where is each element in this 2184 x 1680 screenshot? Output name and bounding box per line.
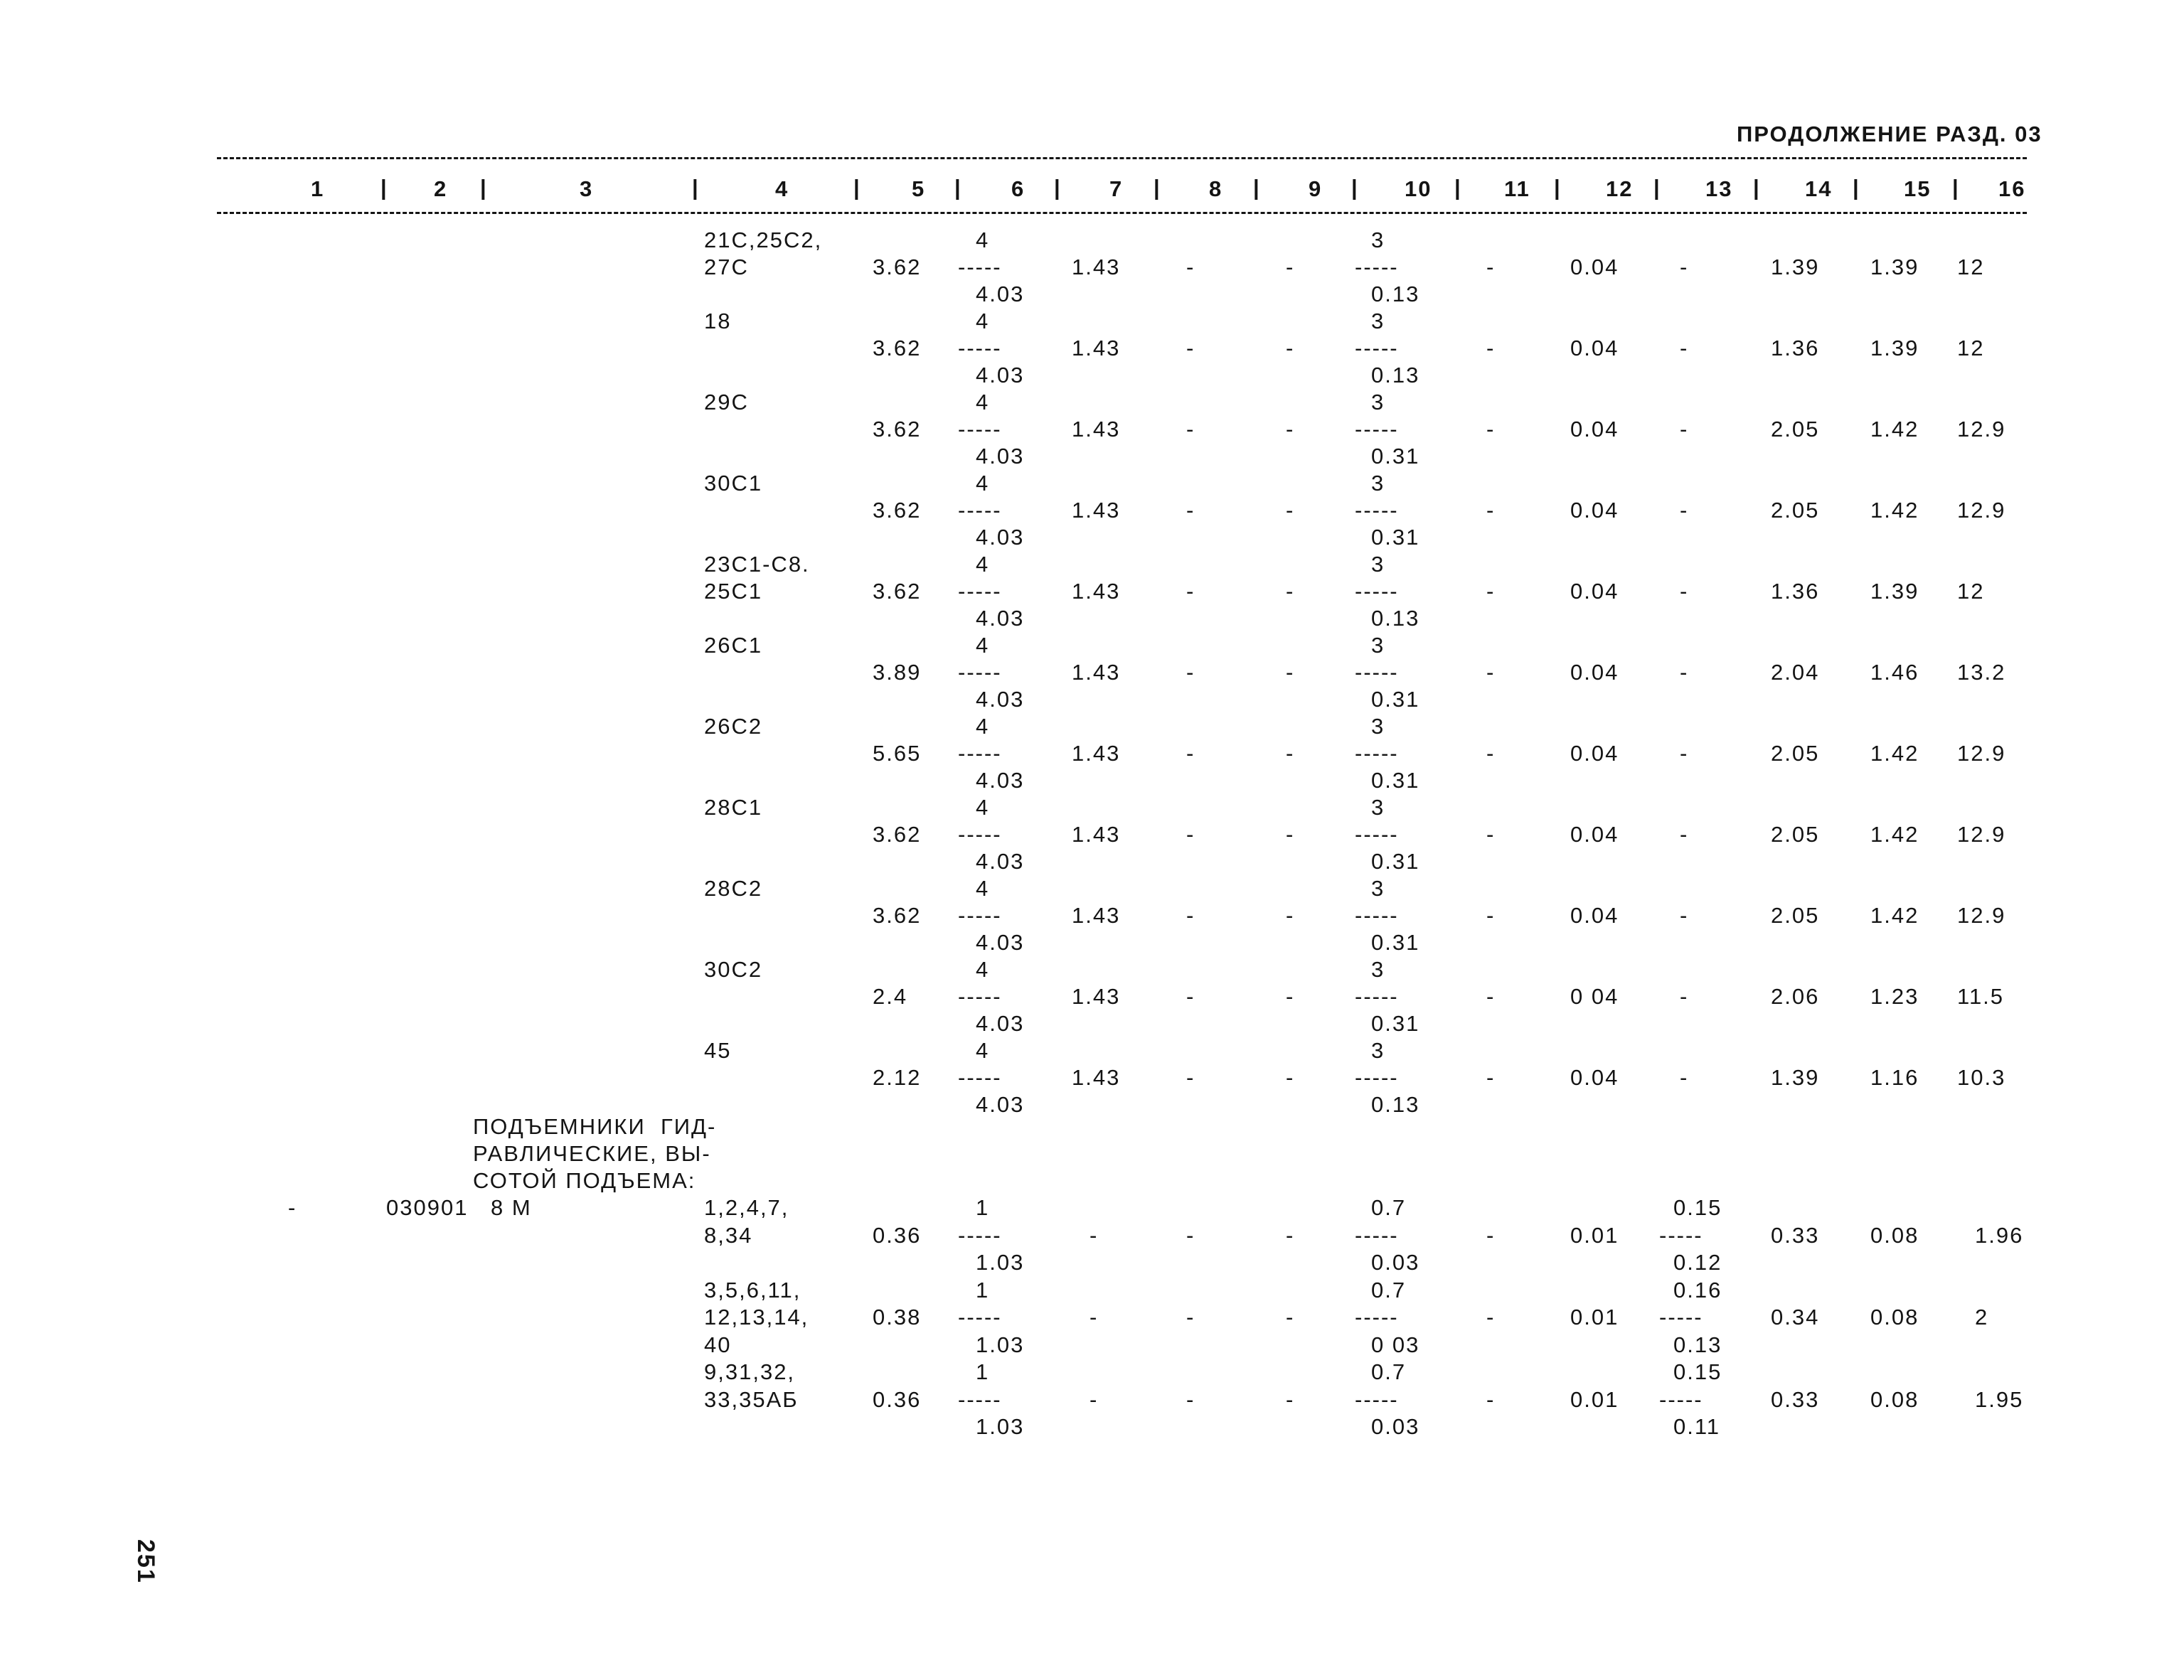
header-col-15: 15 (1904, 176, 1932, 201)
cell-c6-numerator: 4 (976, 471, 990, 496)
cell-c14: 1.39 (1771, 255, 1820, 279)
header-col-3: 3 (580, 176, 594, 201)
row-designation: 1,2,4,7, (704, 1195, 789, 1220)
cell-c6-denominator: 4.03 (976, 444, 1025, 469)
cell-c10-denominator: 0.31 (1371, 687, 1420, 712)
cell-c7: 1.43 (1072, 984, 1121, 1009)
fraction-bar: ----- (1355, 579, 1399, 604)
cell-c15: 1.39 (1870, 255, 1919, 279)
cell-c12: 0.01 (1570, 1386, 1619, 1412)
cell-c7: - (1090, 1222, 1099, 1248)
header-separator: | (1653, 175, 1661, 200)
cell-c10-denominator: 0.31 (1371, 525, 1420, 550)
cell-c8: - (1186, 1065, 1195, 1090)
cell-c6-denominator: 1.03 (976, 1250, 1025, 1275)
cell-c10-numerator: 3 (1371, 876, 1385, 901)
cell-c7: 1.43 (1072, 660, 1121, 685)
fraction-bar: ----- (958, 741, 1002, 766)
cell-c15: 1.46 (1870, 660, 1919, 685)
fraction-bar: ----- (1355, 1065, 1399, 1090)
header-separator: | (1554, 175, 1562, 200)
cell-c10-denominator: 0.31 (1371, 1011, 1420, 1036)
cell-c10-numerator: 0.7 (1371, 1195, 1407, 1220)
cell-c5: 3.89 (873, 660, 922, 685)
header-top-rule (217, 157, 2027, 159)
fraction-bar: ----- (958, 1065, 1002, 1090)
cell-c14: 0.33 (1771, 1222, 1820, 1248)
cell-c9: - (1286, 741, 1295, 766)
cell-c9: - (1286, 1222, 1295, 1248)
cell-c13: - (1680, 417, 1689, 442)
cell-c15: 1.42 (1870, 822, 1919, 847)
header-separator: | (853, 175, 861, 200)
cell-c8: - (1186, 660, 1195, 685)
cell-c6-denominator: 4.03 (976, 525, 1025, 550)
cell-c12: 0.01 (1570, 1222, 1619, 1248)
cell-c10-denominator: 0.03 (1371, 1414, 1420, 1439)
cell-c14: 2.05 (1771, 903, 1820, 928)
cell-c15: 1.23 (1870, 984, 1919, 1009)
row-designation: 9,31,32, (704, 1359, 796, 1384)
fraction-bar: ----- (958, 1305, 1002, 1329)
cell-c10-numerator: 3 (1371, 390, 1385, 414)
cell-c15: 1.42 (1870, 417, 1919, 442)
header-col-8: 8 (1209, 176, 1223, 201)
cell-c6-numerator: 4 (976, 714, 990, 739)
section-title: ПРОДОЛЖЕНИЕ РАЗД. 03 (1737, 122, 2042, 146)
cell-c7: 1.43 (1072, 417, 1121, 442)
cell-c11: - (1486, 984, 1496, 1009)
cell-c10-numerator: 3 (1371, 309, 1385, 333)
cell-c16: 13.2 (1957, 660, 2006, 685)
cell-c6-denominator: 4.03 (976, 687, 1025, 712)
cell-c15: 1.16 (1870, 1065, 1919, 1090)
cell-c15: 0.08 (1870, 1305, 1919, 1329)
cell-c7: 1.43 (1072, 822, 1121, 847)
cell-c8: - (1186, 1222, 1195, 1248)
cell-c6-denominator: 4.03 (976, 768, 1025, 793)
cell-c5: 3.62 (873, 417, 922, 442)
header-separator: | (1054, 175, 1062, 200)
cell-c15: 1.42 (1870, 741, 1919, 766)
cell-c8: - (1186, 1305, 1195, 1329)
header-col-14: 14 (1805, 176, 1833, 201)
cell-c6-numerator: 1 (976, 1359, 990, 1384)
cell-c11: - (1486, 1386, 1496, 1412)
header-col-7: 7 (1109, 176, 1124, 201)
header-col-12: 12 (1606, 176, 1634, 201)
cell-c16: 12 (1957, 336, 1985, 360)
header-bottom-rule (217, 212, 2027, 214)
group-title-line: ПОДЪЕМНИКИ ГИД- (473, 1114, 717, 1139)
row-designation: 18 (704, 309, 732, 333)
fraction-bar: ----- (1355, 336, 1399, 360)
header-separator: | (480, 175, 488, 200)
cell-c14: 0.34 (1771, 1305, 1820, 1329)
cell-c12: 0.04 (1570, 498, 1619, 523)
group-title-line: РАВЛИЧЕСКИЕ, ВЫ- (473, 1141, 711, 1166)
cell-c8: - (1186, 417, 1195, 442)
cell-c13: - (1680, 660, 1689, 685)
fraction-bar: ----- (1659, 1222, 1703, 1248)
cell-c15: 0.08 (1870, 1222, 1919, 1248)
cell-c6-denominator: 4.03 (976, 363, 1025, 387)
fraction-bar: ----- (958, 903, 1002, 928)
cell-c13: - (1680, 1065, 1689, 1090)
fraction-bar: ----- (1355, 1386, 1399, 1412)
cell-c14: 1.36 (1771, 579, 1820, 604)
fraction-bar: ----- (958, 660, 1002, 685)
fraction-bar: ----- (958, 1386, 1002, 1412)
cell-c5: 2.12 (873, 1065, 922, 1090)
row-designation: 33,35АБ (704, 1386, 799, 1412)
cell-c14: 1.36 (1771, 336, 1820, 360)
cell-c13-numerator: 0.15 (1673, 1359, 1722, 1384)
cell-c16: 12.9 (1957, 822, 2006, 847)
cell-c16: 12.9 (1957, 417, 2006, 442)
cell-c7: - (1090, 1386, 1099, 1412)
cell-c9: - (1286, 660, 1295, 685)
cell-c5: 3.62 (873, 255, 922, 279)
cell-c7: 1.43 (1072, 498, 1121, 523)
cell-c10-denominator: 0.13 (1371, 363, 1420, 387)
cell-c6-numerator: 4 (976, 957, 990, 982)
cell-c13: - (1680, 336, 1689, 360)
cell-c10-denominator: 0 03 (1371, 1332, 1420, 1357)
header-separator: | (954, 175, 962, 200)
fraction-bar: ----- (1355, 822, 1399, 847)
cell-c10-numerator: 3 (1371, 714, 1385, 739)
cell-c15: 1.39 (1870, 336, 1919, 360)
cell-c13-denominator: 0.12 (1673, 1250, 1722, 1275)
cell-c16: 1.96 (1975, 1222, 2024, 1248)
header-col-6: 6 (1011, 176, 1026, 201)
cell-c13: - (1680, 579, 1689, 604)
row-designation: 40 (704, 1332, 732, 1357)
cell-c9: - (1286, 984, 1295, 1009)
cell-c10-denominator: 0.31 (1371, 768, 1420, 793)
cell-c14: 2.05 (1771, 498, 1820, 523)
cell-c10-numerator: 0.7 (1371, 1359, 1407, 1384)
header-col-16: 16 (1998, 176, 2026, 201)
cell-c12: 0.04 (1570, 336, 1619, 360)
cell-c10-denominator: 0.31 (1371, 849, 1420, 874)
cell-c9: - (1286, 255, 1295, 279)
cell-c9: - (1286, 579, 1295, 604)
cell-c16: 2 (1975, 1305, 1989, 1329)
cell-c5: 3.62 (873, 903, 922, 928)
cell-c10-numerator: 3 (1371, 1038, 1385, 1063)
cell-c10-numerator: 3 (1371, 552, 1385, 577)
cell-c7: - (1090, 1305, 1099, 1329)
row-designation: 3,5,6,11, (704, 1277, 801, 1302)
cell-c10-denominator: 0.13 (1371, 282, 1420, 306)
group-height: 8 М (491, 1195, 532, 1220)
cell-c8: - (1186, 255, 1195, 279)
cell-c9: - (1286, 822, 1295, 847)
cell-c6-denominator: 4.03 (976, 849, 1025, 874)
cell-c5: 0.36 (873, 1386, 922, 1412)
cell-c12: 0.04 (1570, 903, 1619, 928)
cell-c6-numerator: 4 (976, 390, 990, 414)
cell-c6-denominator: 4.03 (976, 930, 1025, 955)
cell-c13-numerator: 0.16 (1673, 1277, 1722, 1302)
group-code: 030901 (386, 1195, 469, 1220)
fraction-bar: ----- (958, 498, 1002, 523)
cell-c15: 0.08 (1870, 1386, 1919, 1412)
fraction-bar: ----- (958, 984, 1002, 1009)
cell-c6-numerator: 1 (976, 1277, 990, 1302)
cell-c5: 5.65 (873, 741, 922, 766)
cell-c7: 1.43 (1072, 903, 1121, 928)
cell-c8: - (1186, 336, 1195, 360)
cell-c15: 1.39 (1870, 579, 1919, 604)
cell-c12: 0.04 (1570, 417, 1619, 442)
header-col-10: 10 (1405, 176, 1432, 201)
cell-c7: 1.43 (1072, 579, 1121, 604)
cell-c11: - (1486, 579, 1496, 604)
cell-c5: 3.62 (873, 579, 922, 604)
header-col-2: 2 (434, 176, 448, 201)
fraction-bar: ----- (958, 417, 1002, 442)
row-designation: 12,13,14, (704, 1305, 809, 1329)
cell-c13: - (1680, 984, 1689, 1009)
cell-c7: 1.43 (1072, 1065, 1121, 1090)
fraction-bar: ----- (1355, 984, 1399, 1009)
cell-c11: - (1486, 741, 1496, 766)
cell-c13: - (1680, 255, 1689, 279)
cell-c8: - (1186, 822, 1195, 847)
cell-c6-denominator: 4.03 (976, 282, 1025, 306)
fraction-bar: ----- (958, 579, 1002, 604)
cell-c6-denominator: 4.03 (976, 1011, 1025, 1036)
cell-c11: - (1486, 417, 1496, 442)
cell-c8: - (1186, 1386, 1195, 1412)
cell-c13-numerator: 0.15 (1673, 1195, 1722, 1220)
cell-c6-numerator: 4 (976, 1038, 990, 1063)
row-designation: 30С1 (704, 471, 763, 496)
cell-c16: 12.9 (1957, 741, 2006, 766)
cell-c11: - (1486, 660, 1496, 685)
cell-c5: 2.4 (873, 984, 908, 1009)
cell-c12: 0.04 (1570, 660, 1619, 685)
row-designation: 23С1-С8. (704, 552, 810, 577)
cell-c11: - (1486, 1305, 1496, 1329)
cell-c16: 12.9 (1957, 903, 2006, 928)
cell-c7: 1.43 (1072, 336, 1121, 360)
cell-c10-numerator: 3 (1371, 957, 1385, 982)
fraction-bar: ----- (958, 822, 1002, 847)
fraction-bar: ----- (1659, 1386, 1703, 1412)
row-designation: 8,34 (704, 1222, 753, 1248)
row-designation: 26С2 (704, 714, 763, 739)
fraction-bar: ----- (1355, 417, 1399, 442)
fraction-bar: ----- (1355, 660, 1399, 685)
cell-c14: 2.05 (1771, 417, 1820, 442)
fraction-bar: ----- (958, 1222, 1002, 1248)
fraction-bar: ----- (1355, 255, 1399, 279)
cell-c6-denominator: 1.03 (976, 1414, 1025, 1439)
header-separator: | (1454, 175, 1462, 200)
cell-c10-denominator: 0.13 (1371, 1092, 1420, 1117)
header-separator: | (1253, 175, 1261, 200)
fraction-bar: ----- (1355, 1222, 1399, 1248)
row-designation: 28С2 (704, 876, 763, 901)
cell-c12: 0 04 (1570, 984, 1619, 1009)
cell-c10-numerator: 3 (1371, 795, 1385, 820)
cell-c13: - (1680, 741, 1689, 766)
cell-c15: 1.42 (1870, 903, 1919, 928)
header-separator: | (1952, 175, 1960, 200)
cell-c10-numerator: 0.7 (1371, 1277, 1407, 1302)
cell-c10-denominator: 0.31 (1371, 444, 1420, 469)
cell-c8: - (1186, 984, 1195, 1009)
cell-c9: - (1286, 417, 1295, 442)
cell-c13: - (1680, 498, 1689, 523)
cell-c11: - (1486, 1065, 1496, 1090)
cell-c13-denominator: 0.11 (1673, 1414, 1721, 1439)
cell-c8: - (1186, 903, 1195, 928)
row-designation: 25С1 (704, 579, 763, 604)
cell-c12: 0.01 (1570, 1305, 1619, 1329)
cell-c16: 12 (1957, 255, 1985, 279)
cell-c9: - (1286, 336, 1295, 360)
header-separator: | (1154, 175, 1161, 200)
cell-c6-numerator: 4 (976, 309, 990, 333)
cell-c16: 11.5 (1957, 984, 2005, 1009)
cell-c12: 0.04 (1570, 1065, 1619, 1090)
header-col-5: 5 (912, 176, 926, 201)
header-col-4: 4 (775, 176, 789, 201)
cell-c7: 1.43 (1072, 741, 1121, 766)
group-title-line: СОТОЙ ПОДЪЕМА: (473, 1168, 696, 1193)
cell-c12: 0.04 (1570, 822, 1619, 847)
cell-c11: - (1486, 255, 1496, 279)
cell-c9: - (1286, 498, 1295, 523)
cell-c5: 3.62 (873, 336, 922, 360)
header-col-9: 9 (1309, 176, 1323, 201)
header-separator: | (692, 175, 700, 200)
cell-c10-denominator: 0.31 (1371, 930, 1420, 955)
cell-c12: 0.04 (1570, 255, 1619, 279)
cell-c16: 12 (1957, 579, 1985, 604)
cell-c5: 0.38 (873, 1305, 922, 1329)
row-designation: 27С (704, 255, 749, 279)
row-designation: 26С1 (704, 633, 763, 658)
cell-c10-numerator: 3 (1371, 633, 1385, 658)
cell-c6-denominator: 4.03 (976, 1092, 1025, 1117)
row-designation: 45 (704, 1038, 732, 1063)
row-designation: 21С,25С2, (704, 228, 823, 252)
cell-c12: 0.04 (1570, 579, 1619, 604)
header-separator: | (1351, 175, 1359, 200)
fraction-bar: ----- (958, 255, 1002, 279)
cell-c16: 12.9 (1957, 498, 2006, 523)
cell-c16: 10.3 (1957, 1065, 2006, 1090)
cell-c10-numerator: 3 (1371, 228, 1385, 252)
fraction-bar: ----- (958, 336, 1002, 360)
page-number: 251 (132, 1539, 159, 1584)
row-designation: 28С1 (704, 795, 763, 820)
header-separator: | (1853, 175, 1860, 200)
cell-c11: - (1486, 822, 1496, 847)
header-separator: | (380, 175, 388, 200)
fraction-bar: ----- (1355, 498, 1399, 523)
cell-c14: 2.06 (1771, 984, 1820, 1009)
fraction-bar: ----- (1659, 1305, 1703, 1329)
cell-c11: - (1486, 336, 1496, 360)
fraction-bar: ----- (1355, 1305, 1399, 1329)
header-separator: | (1753, 175, 1761, 200)
cell-c6-denominator: 4.03 (976, 606, 1025, 631)
fraction-bar: ----- (1355, 741, 1399, 766)
header-col-13: 13 (1705, 176, 1733, 201)
cell-c8: - (1186, 741, 1195, 766)
cell-c5: 3.62 (873, 822, 922, 847)
cell-c6-numerator: 4 (976, 633, 990, 658)
cell-c13: - (1680, 822, 1689, 847)
cell-c9: - (1286, 903, 1295, 928)
cell-c11: - (1486, 1222, 1496, 1248)
cell-c7: 1.43 (1072, 255, 1121, 279)
header-col-1: 1 (311, 176, 325, 201)
cell-c14: 2.05 (1771, 822, 1820, 847)
cell-c6-numerator: 4 (976, 552, 990, 577)
cell-c9: - (1286, 1065, 1295, 1090)
cell-c10-numerator: 3 (1371, 471, 1385, 496)
fraction-bar: ----- (1355, 903, 1399, 928)
cell-c9: - (1286, 1305, 1295, 1329)
header-col-11: 11 (1504, 176, 1530, 201)
cell-c6-numerator: 4 (976, 876, 990, 901)
cell-c5: 0.36 (873, 1222, 922, 1248)
cell-c13: - (1680, 903, 1689, 928)
cell-c16: 1.95 (1975, 1386, 2024, 1412)
cell-c14: 0.33 (1771, 1386, 1820, 1412)
cell-c6-numerator: 1 (976, 1195, 990, 1220)
row-designation: 30С2 (704, 957, 763, 982)
cell-c14: 1.39 (1771, 1065, 1820, 1090)
cell-c11: - (1486, 903, 1496, 928)
cell-c14: 2.05 (1771, 741, 1820, 766)
cell-c5: 3.62 (873, 498, 922, 523)
cell-c6-denominator: 1.03 (976, 1332, 1025, 1357)
row-designation: 29С (704, 390, 749, 414)
cell-c6-numerator: 4 (976, 228, 990, 252)
cell-c8: - (1186, 579, 1195, 604)
cell-c15: 1.42 (1870, 498, 1919, 523)
cell-c13-denominator: 0.13 (1673, 1332, 1722, 1357)
cell-c6-numerator: 4 (976, 795, 990, 820)
group-col1: - (288, 1195, 297, 1220)
cell-c11: - (1486, 498, 1496, 523)
cell-c12: 0.04 (1570, 741, 1619, 766)
cell-c10-denominator: 0.03 (1371, 1250, 1420, 1275)
cell-c9: - (1286, 1386, 1295, 1412)
cell-c8: - (1186, 498, 1195, 523)
cell-c14: 2.04 (1771, 660, 1820, 685)
cell-c10-denominator: 0.13 (1371, 606, 1420, 631)
